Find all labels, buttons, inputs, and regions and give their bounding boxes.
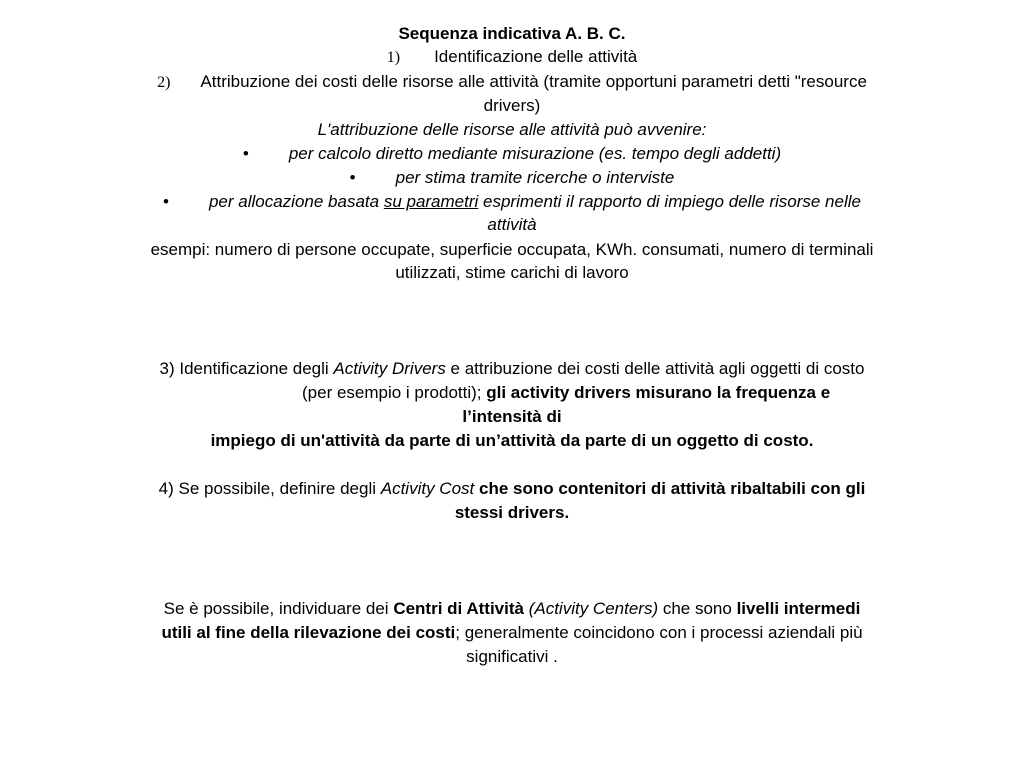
title-text: Sequenza indicativa A. B. C. bbox=[398, 24, 626, 43]
centers-line-1 bbox=[84, 597, 940, 620]
centers-text-end: significativi . bbox=[466, 647, 558, 666]
centers-line-3 bbox=[84, 645, 940, 668]
centers-text-cont: ; generalmente coincidono con i processi aziendali più bbox=[455, 623, 863, 642]
step-1-number: 1) bbox=[386, 49, 401, 66]
step-4-bold-cont: stessi drivers. bbox=[454, 503, 570, 522]
step-1 bbox=[84, 45, 940, 69]
centers-bold-3: utili al fine della rilevazione dei costi bbox=[161, 623, 456, 642]
step-4-line-2 bbox=[84, 501, 940, 524]
centers-text: Se è possibile, individuare dei bbox=[163, 599, 394, 618]
step-3-italic: Activity Drivers bbox=[333, 359, 446, 378]
bullet-text: per allocazione basata bbox=[208, 192, 384, 211]
examples-text-cont: utilizzati, stime carichi di lavoro bbox=[395, 263, 629, 282]
step-3-bold-cont: l’intensità di bbox=[462, 407, 562, 426]
step-1-text: Identificazione delle attività bbox=[434, 47, 638, 66]
step-3-line-1 bbox=[84, 357, 940, 380]
step-2-text-cont: drivers) bbox=[483, 96, 541, 115]
step-4-italic: Activity Cost bbox=[380, 479, 475, 498]
centers-bold-2: livelli intermedi bbox=[736, 599, 861, 618]
centers-bold: Centri di Attività bbox=[393, 599, 524, 618]
step-2-line-1 bbox=[84, 70, 940, 94]
centers-line-2 bbox=[84, 621, 940, 644]
bullet-item bbox=[84, 166, 940, 189]
bullet-item bbox=[84, 190, 940, 213]
step-4-line-1 bbox=[84, 477, 940, 500]
examples-line-2 bbox=[84, 261, 940, 284]
step-4-bold: che sono contenitori di attività ribaltabili con gli bbox=[474, 479, 866, 498]
step-2-text: Attribuzione dei costi delle risorse alle attività (tramite opportuni parametri detti "resource bbox=[200, 72, 867, 91]
slide-title bbox=[84, 22, 940, 45]
step-3-text: 3) Identificazione degli bbox=[159, 359, 334, 378]
centers-mid: che sono bbox=[658, 599, 737, 618]
step-3-line-4 bbox=[84, 429, 940, 452]
step-3-example: (per esempio i prodotti); bbox=[302, 383, 487, 402]
examples-text: esempi: numero di persone occupate, superficie occupata, KWh. consumati, numero di terminali bbox=[150, 240, 874, 259]
centers-italic: (Activity Centers) bbox=[523, 599, 659, 618]
bullet-underlined-text: su parametri bbox=[383, 192, 479, 211]
bullet-item-cont bbox=[84, 213, 940, 236]
step-4-text: 4) Se possibile, definire degli bbox=[158, 479, 381, 498]
step-3-bold: gli activity drivers misurano la frequenza e bbox=[486, 383, 831, 402]
step-3-line-3 bbox=[84, 405, 940, 428]
examples-line-1 bbox=[84, 238, 940, 261]
step-3-bold-end: impiego di un'attività da parte di un’attività da parte di un oggetto di costo. bbox=[210, 431, 814, 450]
bullet-icon: • bbox=[163, 192, 169, 211]
allocation-intro bbox=[84, 118, 940, 141]
bullet-text: per stima tramite ricerche o interviste bbox=[395, 168, 675, 187]
bullet-text-cont: esprimenti il rapporto di impiego delle risorse nelle bbox=[478, 192, 861, 211]
step-2-line-2 bbox=[84, 94, 940, 117]
bullet-icon: • bbox=[349, 168, 356, 187]
bullet-icon: • bbox=[242, 144, 249, 163]
bullet-text-line-2: attività bbox=[487, 215, 537, 234]
step-2-number: 2) bbox=[157, 74, 171, 91]
step-3-line-2 bbox=[302, 381, 942, 404]
bullet-text: per calcolo diretto mediante misurazione (es. tempo degli addetti) bbox=[288, 144, 782, 163]
step-3-text-cont: e attribuzione dei costi delle attività agli oggetti di costo bbox=[445, 359, 865, 378]
bullet-item bbox=[84, 142, 940, 165]
allocation-intro-text: L'attribuzione delle risorse alle attività può avvenire: bbox=[317, 120, 707, 139]
